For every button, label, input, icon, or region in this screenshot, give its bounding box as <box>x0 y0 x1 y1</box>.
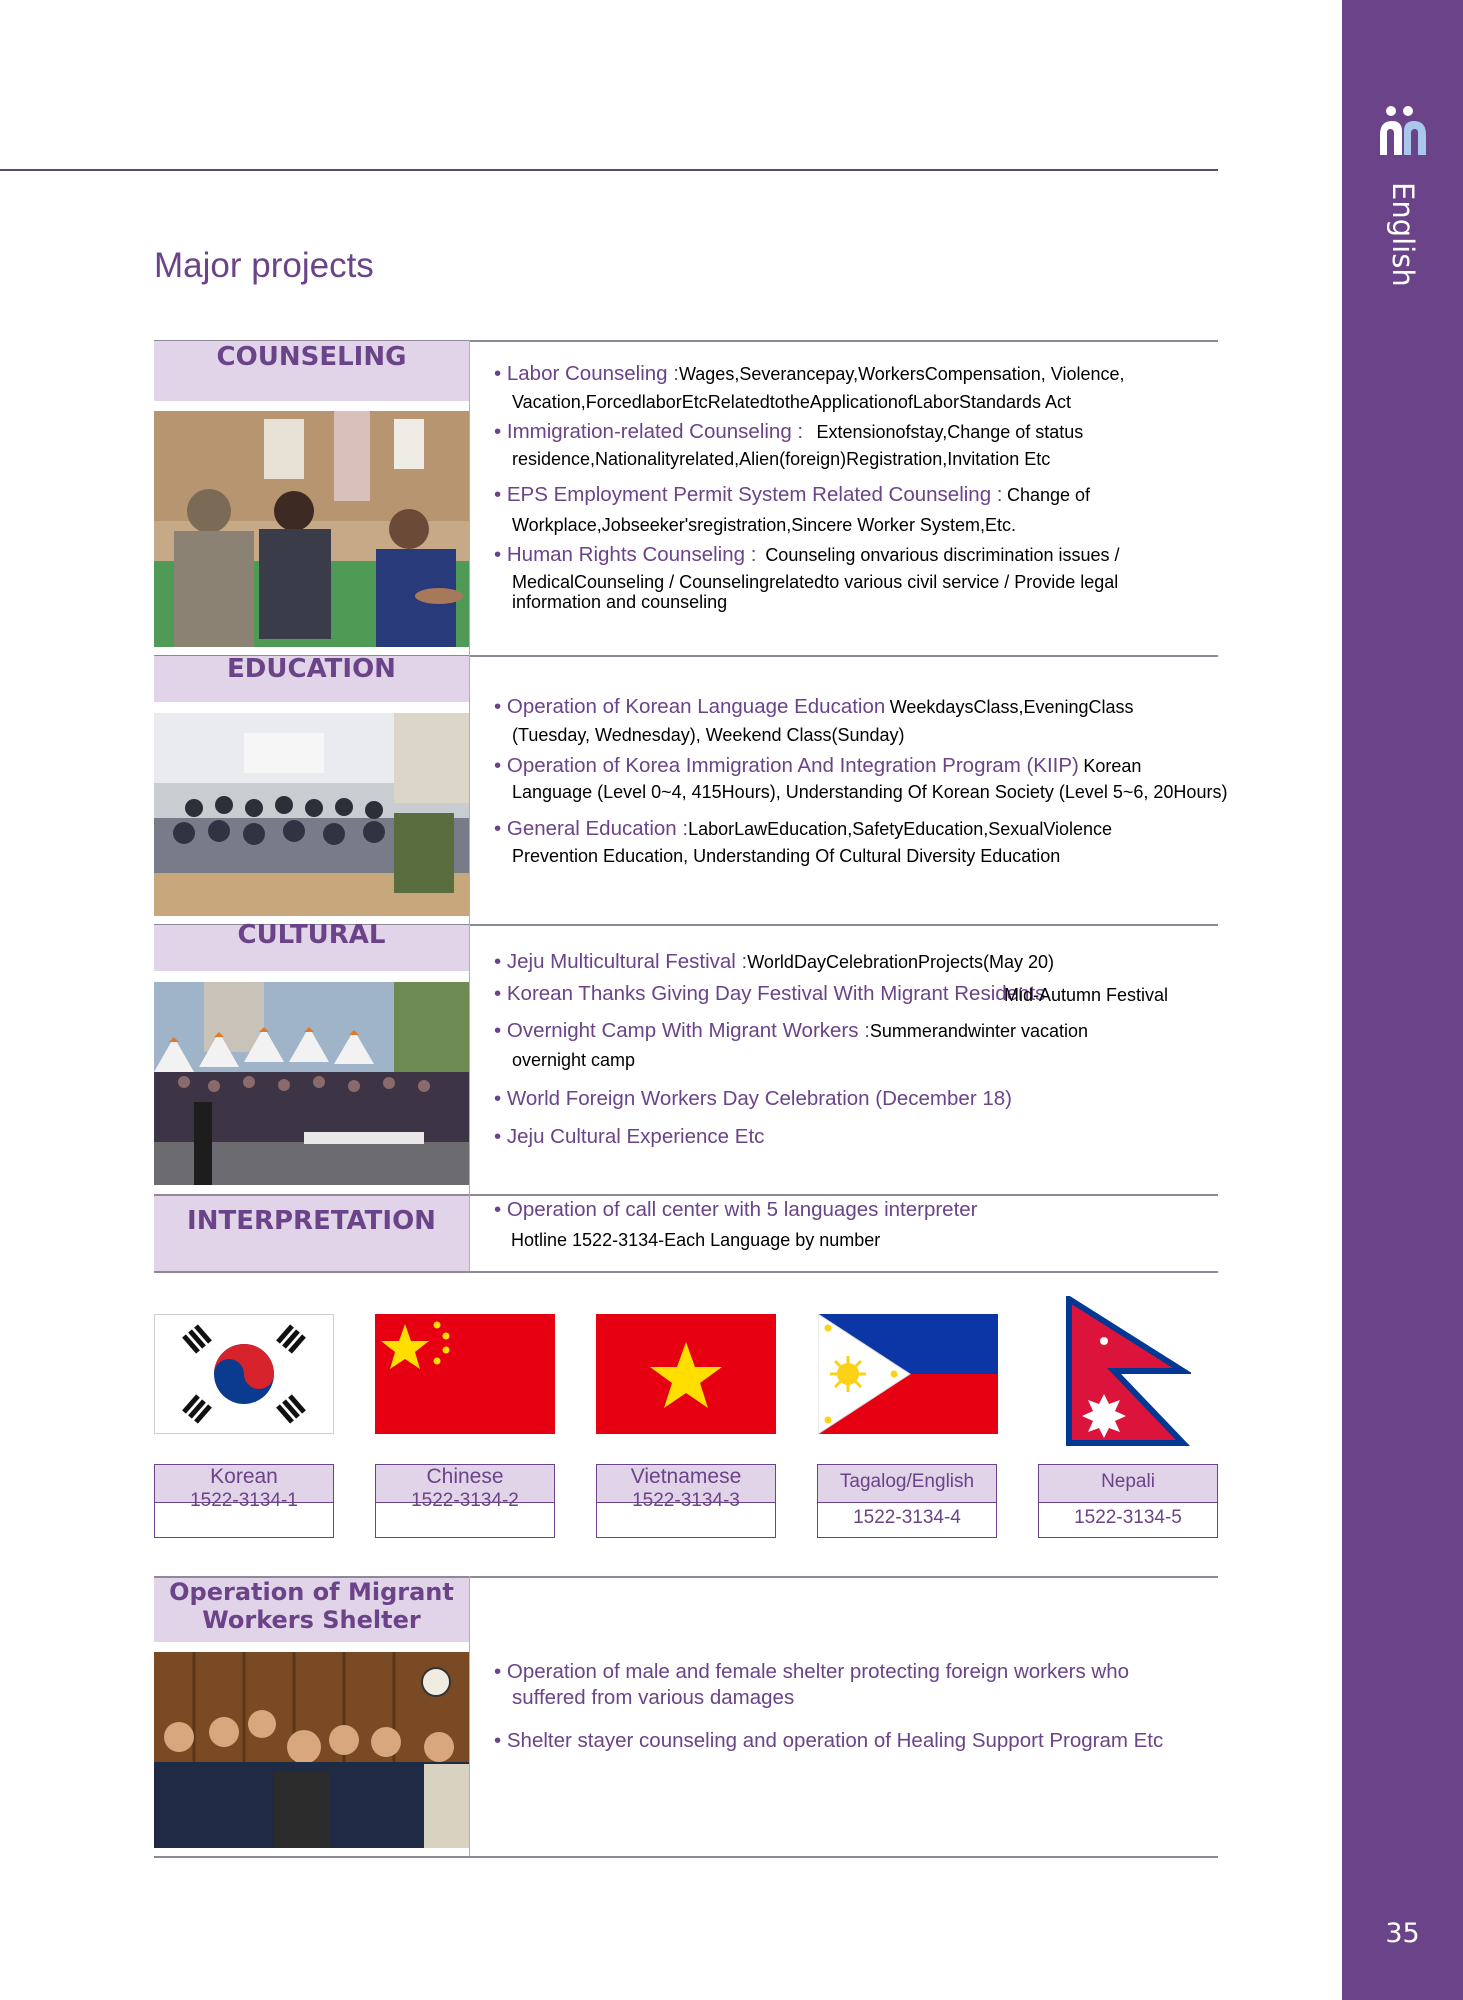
item-continuation: Vacation,ForcedlaborEtcRelatedtotheApplicationofLaborStandards Act <box>512 392 1072 412</box>
language-name: Nepali <box>1101 1471 1155 1492</box>
language-box-korean <box>154 1464 334 1538</box>
column-divider <box>469 1576 470 1856</box>
item-description: Mid-Autumn Festival <box>1004 985 1169 1005</box>
people-logo-icon <box>1378 105 1428 157</box>
interpretation-items <box>494 1198 1274 1258</box>
language-box-tagalog <box>817 1464 997 1538</box>
section-label-education: EDUCATION <box>154 656 469 702</box>
section-label-cultural: CULTURAL <box>154 925 469 971</box>
page-number: 35 <box>1385 1918 1420 1949</box>
language-number: 1522-3134-5 <box>1074 1507 1182 1528</box>
shelter-group-photo <box>154 1652 469 1848</box>
item-heading: • Operation of Korea Immigration And Integration Program (KIIP) <box>494 754 1079 777</box>
language-name: Tagalog/English <box>839 1471 975 1492</box>
item-heading: • World Foreign Workers Day Celebration (December 18) <box>494 1087 1012 1110</box>
item-heading: • EPS Employment Permit System Related Counseling : <box>494 483 1003 506</box>
language-name: Chinese <box>426 1465 504 1488</box>
item-continuation: overnight camp <box>512 1050 636 1070</box>
item-heading: • General Education : <box>494 817 689 840</box>
column-divider <box>469 340 470 1271</box>
item-heading: • Operation of Korean Language Education <box>494 695 886 718</box>
hotline-text: Hotline 1522-3134-Each Language by number <box>511 1230 881 1250</box>
item-description: Extensionofstay,Change of status <box>816 422 1084 442</box>
language-number: 1522-3134-3 <box>632 1490 740 1511</box>
language-name: Vietnamese <box>630 1465 742 1488</box>
cultural-items <box>494 950 1274 1150</box>
korea-flag-icon <box>154 1314 334 1434</box>
item-heading: • Jeju Multicultural Festival : <box>494 950 748 973</box>
language-label: English <box>1386 182 1420 287</box>
shelter-items <box>494 1660 1274 1760</box>
item-continuation: MedicalCounseling / Counselingrelatedto various civil service / Provide legal <box>512 572 1119 592</box>
top-rule <box>0 169 1218 171</box>
language-number: 1522-3134-1 <box>190 1490 298 1511</box>
language-box-vietnamese <box>596 1464 776 1538</box>
item-heading: • Labor Counseling : <box>494 362 679 385</box>
item-continuation: suffered from various damages <box>512 1686 795 1709</box>
language-name: Korean <box>210 1465 278 1488</box>
item-description: WorldDayCelebrationProjects(May 20) <box>747 952 1055 972</box>
item-description: WeekdaysClass,EveningClass <box>889 697 1134 717</box>
language-box-chinese <box>375 1464 555 1538</box>
item-description: Change of <box>1006 485 1091 505</box>
china-flag-icon <box>375 1314 555 1434</box>
education-items <box>494 695 1274 875</box>
section-label-interpretation: INTERPRETATION <box>154 1196 469 1271</box>
counseling-items <box>494 362 1274 622</box>
shelter-label-line2: Workers Shelter <box>202 1606 421 1634</box>
language-box-nepali <box>1038 1464 1218 1538</box>
shelter-label-line1: Operation of Migrant <box>169 1578 454 1606</box>
item-description: LaborLawEducation,SafetyEducation,SexualViolence <box>688 819 1113 839</box>
divider <box>154 1856 1218 1858</box>
item-heading: • Human Rights Counseling : <box>494 543 757 566</box>
nepal-flag-icon <box>1066 1296 1191 1446</box>
item-continuation: Language (Level 0~4, 415Hours), Understanding Of Korean Society (Level 5~6, 20Hours) <box>512 782 1228 802</box>
counseling-session-photo <box>154 411 469 647</box>
item-heading: • Korean Thanks Giving Day Festival With Migrant Residents <box>494 982 1046 1005</box>
page-title: Major projects <box>154 246 374 285</box>
vietnam-flag-icon <box>596 1314 776 1434</box>
item-heading: • Operation of male and female shelter protecting foreign workers who <box>494 1660 1130 1683</box>
item-heading: • Jeju Cultural Experience Etc <box>494 1125 765 1148</box>
item-continuation: residence,Nationalityrelated,Alien(foreign)Registration,Invitation Etc <box>512 449 1051 469</box>
item-description: Korean <box>1083 756 1142 776</box>
section-label-shelter <box>154 1578 469 1642</box>
item-description: Summerandwinter vacation <box>869 1021 1089 1041</box>
item-description: Counseling onvarious discrimination issues / <box>765 545 1120 565</box>
item-continuation: (Tuesday, Wednesday), Weekend Class(Sunday) <box>512 725 905 745</box>
item-heading: • Immigration-related Counseling : <box>494 420 804 443</box>
classroom-photo <box>154 713 469 916</box>
festival-photo <box>154 982 469 1185</box>
section-label-counseling: COUNSELING <box>154 341 469 401</box>
divider <box>154 1271 1218 1273</box>
item-heading: • Operation of call center with 5 languages interpreter <box>494 1198 978 1221</box>
philippines-flag-icon <box>818 1314 998 1434</box>
item-heading: • Shelter stayer counseling and operation of Healing Support Program Etc <box>494 1729 1164 1752</box>
sidebar <box>1342 0 1463 2000</box>
item-continuation: Prevention Education, Understanding Of Cultural Diversity Education <box>512 846 1061 866</box>
item-continuation: information and counseling <box>512 592 728 612</box>
item-description: Wages,Severancepay,WorkersCompensation, Violence, <box>678 364 1125 384</box>
language-number: 1522-3134-4 <box>853 1507 961 1528</box>
language-number: 1522-3134-2 <box>411 1490 519 1511</box>
item-heading: • Overnight Camp With Migrant Workers : <box>494 1019 870 1042</box>
item-continuation: Workplace,Jobseeker'sregistration,Sincere Worker System,Etc. <box>512 515 1016 535</box>
